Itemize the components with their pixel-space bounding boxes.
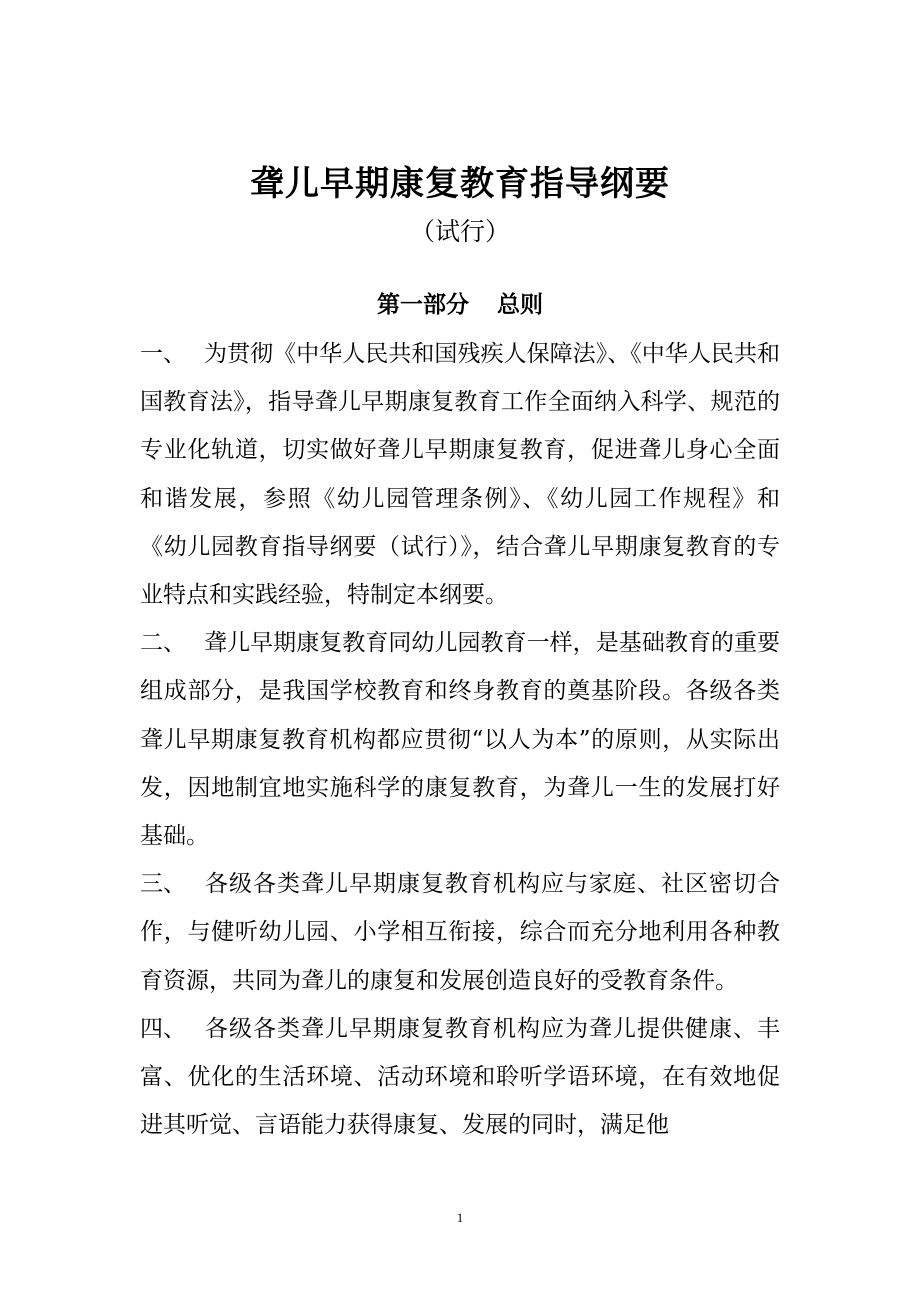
paragraph-number: 二、	[140, 630, 186, 657]
paragraph-number: 一、	[140, 341, 186, 367]
paragraph-number: 三、	[140, 871, 186, 898]
document-body	[140, 330, 780, 1149]
document-title: 聋儿早期康复教育指导纲要	[250, 164, 670, 204]
paragraph-number: 四、	[140, 1015, 186, 1042]
paragraph-4	[140, 1005, 780, 1150]
paragraph-1	[140, 330, 780, 619]
page-number: 1	[456, 1210, 464, 1225]
section-name-label: 总则	[497, 291, 543, 318]
paragraph-2	[140, 619, 780, 860]
paragraph-text: 各级各类聋儿早期康复教育机构应为聋儿提供健康、丰富、优化的生活环境、活动环境和聆听学语环境，在有效地促进其听觉、言语能力获得康复、发展的同时，满足他	[140, 1015, 780, 1139]
paragraph-text: 为贯彻《中华人民共和国残疾人保障法》、《中华人民共和国教育法》，指导聋儿早期康复教育工作全面纳入科学、规范的专业化轨道，切实做好聋儿早期康复教育，促进聋儿身心全面和谐发展，参照《幼儿园管理条例》、《幼儿园工作规程》和《幼儿园教育指导纲要（试行）》，结合聋儿早期康复教育的专业特点和实践经验，特制定本纲要。	[140, 341, 780, 609]
paragraph-text: 各级各类聋儿早期康复教育机构应与家庭、社区密切合作，与健听幼儿园、小学相互衔接，综合而充分地利用各种教育资源，共同为聋儿的康复和发展创造良好的受教育条件。	[140, 871, 780, 994]
section-part-label: 第一部分	[377, 291, 469, 318]
section-heading	[0, 282, 920, 328]
document-subtitle: （试行）	[409, 217, 510, 246]
paragraph-text: 聋儿早期康复教育同幼儿园教育一样，是基础教育的重要组成部分，是我国学校教育和终身教育的奠基阶段。各级各类聋儿早期康复教育机构都应贯彻“以人为本”的原则，从实际出发，因地制宜地实施科学的康复教育，为聋儿一生的发展打好基础。	[140, 630, 780, 850]
paragraph-3	[140, 860, 780, 1005]
